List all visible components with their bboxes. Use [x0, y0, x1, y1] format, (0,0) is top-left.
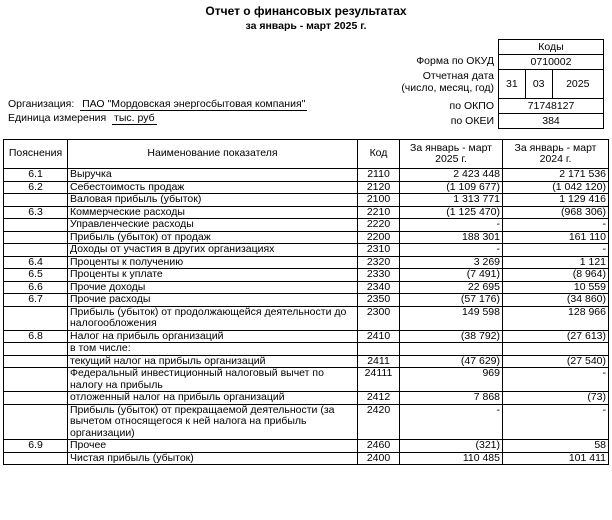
- col-notes-header: Пояснения: [4, 140, 68, 169]
- row-note: [4, 306, 68, 330]
- row-code: 2320: [358, 256, 400, 269]
- table-row: [4, 244, 609, 257]
- table-row: [4, 330, 609, 343]
- row-current-value: (7 491): [400, 269, 503, 282]
- table-row: [4, 392, 609, 405]
- row-code: 2420: [358, 404, 400, 440]
- row-name: Прочие доходы: [68, 281, 358, 294]
- row-note: 6.4: [4, 256, 68, 269]
- row-name: Валовая прибыль (убыток): [68, 194, 358, 207]
- row-current-value: 2 423 448: [400, 169, 503, 182]
- row-previous-value: (27 613): [503, 330, 609, 343]
- row-note: 6.7: [4, 294, 68, 307]
- row-note: [4, 244, 68, 257]
- row-name: отложенный налог на прибыль организаций: [68, 392, 358, 405]
- row-code: 2340: [358, 281, 400, 294]
- row-current-value: (47 629): [400, 355, 503, 368]
- row-code: 2350: [358, 294, 400, 307]
- row-current-value: 110 485: [400, 452, 503, 465]
- table-row: [4, 368, 609, 392]
- col-previous-header: За январь - март 2024 г.: [503, 140, 609, 169]
- row-previous-value: (8 964): [503, 269, 609, 282]
- row-current-value: -: [400, 244, 503, 257]
- row-note: [4, 219, 68, 232]
- row-name: Прибыль (убыток) от продаж: [68, 231, 358, 244]
- row-previous-value: 161 110: [503, 231, 609, 244]
- row-code: 2100: [358, 194, 400, 207]
- unit-line: [8, 112, 157, 124]
- financial-results-table: [3, 139, 609, 465]
- row-current-value: (57 176): [400, 294, 503, 307]
- row-name: Управленческие расходы: [68, 219, 358, 232]
- table-row: [4, 194, 609, 207]
- row-previous-value: 1 129 416: [503, 194, 609, 207]
- report-period: за январь - март 2025 г.: [245, 20, 367, 32]
- row-name: Прибыль (убыток) от продолжающейся деятельности до налогообложения: [68, 306, 358, 330]
- row-previous-value: (1 042 120): [503, 181, 609, 194]
- date-label-1: Отчетная дата: [422, 70, 494, 82]
- row-current-value: 3 269: [400, 256, 503, 269]
- row-code: 2310: [358, 244, 400, 257]
- row-previous-value: 101 411: [503, 452, 609, 465]
- row-previous-value: 1 121: [503, 256, 609, 269]
- codes-table: [498, 39, 604, 129]
- table-row: [4, 206, 609, 219]
- unit-value: тыс. руб: [114, 112, 155, 124]
- row-current-value: 149 598: [400, 306, 503, 330]
- row-current-value: (1 109 677): [400, 181, 503, 194]
- table-row: [4, 269, 609, 282]
- row-name: Федеральный инвестиционный налоговый вычет по налогу на прибыль: [68, 368, 358, 392]
- row-name: Коммерческие расходы: [68, 206, 358, 219]
- okei-label: по ОКЕИ: [450, 115, 494, 127]
- table-row: [4, 294, 609, 307]
- codes-header: Коды: [499, 40, 604, 55]
- okud-value: 0710002: [499, 55, 604, 70]
- row-previous-value: -: [503, 244, 609, 257]
- row-note: 6.2: [4, 181, 68, 194]
- row-note: [4, 194, 68, 207]
- report-title: Отчет о финансовых результатах: [205, 4, 407, 18]
- row-code: [358, 343, 400, 356]
- row-previous-value: 128 966: [503, 306, 609, 330]
- row-note: 6.8: [4, 330, 68, 343]
- row-note: 6.1: [4, 169, 68, 182]
- row-current-value: 188 301: [400, 231, 503, 244]
- row-note: 6.6: [4, 281, 68, 294]
- col-current-header: За январь - март 2025 г.: [400, 140, 503, 169]
- col-name-header: Наименование показателя: [68, 140, 358, 169]
- row-name: Прочее: [68, 440, 358, 453]
- row-code: 2460: [358, 440, 400, 453]
- table-row: [4, 231, 609, 244]
- okpo-value: 71748127: [499, 99, 604, 114]
- row-current-value: 22 695: [400, 281, 503, 294]
- table-row: [4, 404, 609, 440]
- row-current-value: -: [400, 219, 503, 232]
- row-previous-value: -: [503, 219, 609, 232]
- row-current-value: -: [400, 404, 503, 440]
- table-header-row: [4, 140, 609, 169]
- table-row: [4, 306, 609, 330]
- row-code: 2411: [358, 355, 400, 368]
- row-note: [4, 231, 68, 244]
- row-code: 2210: [358, 206, 400, 219]
- row-note: 6.5: [4, 269, 68, 282]
- row-name: Себестоимость продаж: [68, 181, 358, 194]
- table-row: [4, 256, 609, 269]
- okei-value: 384: [499, 114, 604, 129]
- row-code: 2120: [358, 181, 400, 194]
- row-name: Прочие расходы: [68, 294, 358, 307]
- row-note: [4, 343, 68, 356]
- okud-label: Форма по ОКУД: [416, 55, 494, 67]
- row-code: 2412: [358, 392, 400, 405]
- row-previous-value: 58: [503, 440, 609, 453]
- row-current-value: (1 125 470): [400, 206, 503, 219]
- row-previous-value: 2 171 536: [503, 169, 609, 182]
- row-code: 2400: [358, 452, 400, 465]
- row-previous-value: -: [503, 368, 609, 392]
- table-row: [4, 355, 609, 368]
- row-current-value: 969: [400, 368, 503, 392]
- table-row: [4, 219, 609, 232]
- date-month: 03: [525, 70, 552, 99]
- row-name: Налог на прибыль организаций: [68, 330, 358, 343]
- row-note: [4, 355, 68, 368]
- row-current-value: 1 313 771: [400, 194, 503, 207]
- row-name: Выручка: [68, 169, 358, 182]
- org-label: Организация:: [8, 98, 75, 110]
- row-code: 2300: [358, 306, 400, 330]
- date-day: 31: [499, 70, 526, 99]
- date-year: 2025: [552, 70, 603, 99]
- row-previous-value: [503, 343, 609, 356]
- row-name: в том числе:: [68, 343, 358, 356]
- row-previous-value: (968 306): [503, 206, 609, 219]
- row-previous-value: (73): [503, 392, 609, 405]
- row-name: Прибыль (убыток) от прекращаемой деятельности (за вычетом относящегося к ней налога на прибыль организации): [68, 404, 358, 440]
- row-code: 2220: [358, 219, 400, 232]
- row-note: [4, 452, 68, 465]
- row-code: 2200: [358, 231, 400, 244]
- row-note: 6.3: [4, 206, 68, 219]
- table-row: [4, 169, 609, 182]
- table-row: [4, 343, 609, 356]
- row-code: 24111: [358, 368, 400, 392]
- row-code: 2110: [358, 169, 400, 182]
- row-current-value: 7 868: [400, 392, 503, 405]
- row-previous-value: (34 860): [503, 294, 609, 307]
- row-code: 2410: [358, 330, 400, 343]
- organization-line: [8, 98, 307, 110]
- row-name: Доходы от участия в других организациях: [68, 244, 358, 257]
- row-name: текущий налог на прибыль организаций: [68, 355, 358, 368]
- date-label-2: (число, месяц, год): [401, 82, 494, 94]
- table-row: [4, 181, 609, 194]
- row-name: Чистая прибыль (убыток): [68, 452, 358, 465]
- row-current-value: [400, 343, 503, 356]
- row-current-value: (321): [400, 440, 503, 453]
- table-row: [4, 281, 609, 294]
- row-previous-value: -: [503, 404, 609, 440]
- row-name: Проценты к уплате: [68, 269, 358, 282]
- unit-label: Единица измерения: [8, 112, 107, 124]
- row-note: 6.9: [4, 440, 68, 453]
- table-row: [4, 452, 609, 465]
- table-row: [4, 440, 609, 453]
- row-name: Проценты к получению: [68, 256, 358, 269]
- row-note: [4, 404, 68, 440]
- col-code-header: Код: [358, 140, 400, 169]
- row-previous-value: 10 559: [503, 281, 609, 294]
- row-note: [4, 392, 68, 405]
- row-previous-value: (27 540): [503, 355, 609, 368]
- okpo-label: по ОКПО: [449, 100, 494, 112]
- row-note: [4, 368, 68, 392]
- org-name: ПАО "Мордовская энергосбытовая компания": [82, 98, 306, 110]
- row-current-value: (38 792): [400, 330, 503, 343]
- row-code: 2330: [358, 269, 400, 282]
